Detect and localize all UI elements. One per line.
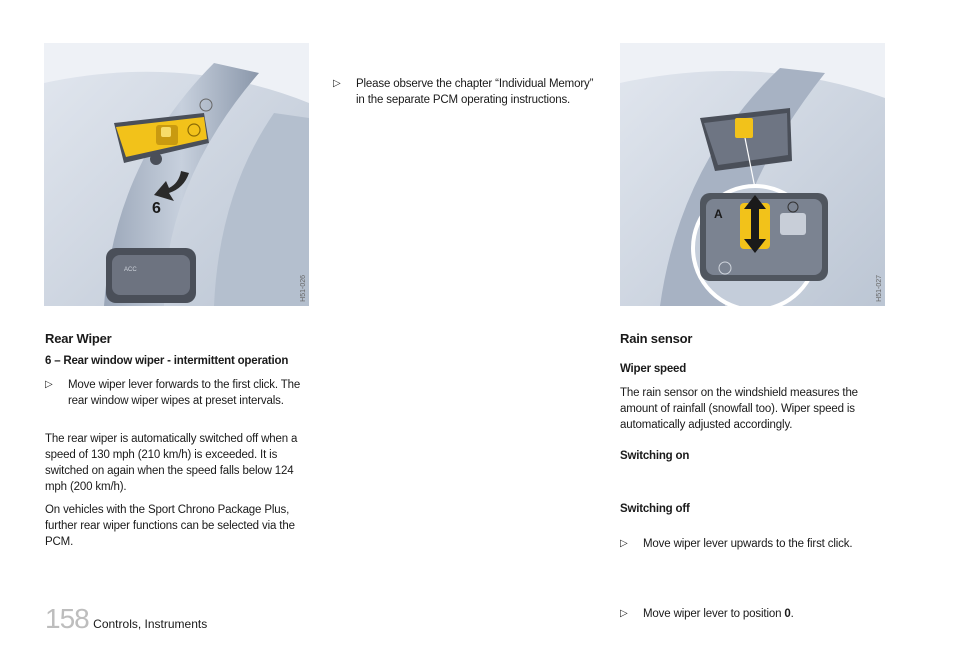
svg-text:ACC: ACC — [124, 267, 137, 273]
switching-on-text: Move wiper lever upwards to the first click. — [643, 538, 853, 550]
bullet-arrow-icon: ▷ — [620, 538, 628, 549]
switching-off-bullet — [620, 606, 903, 622]
pcm-note-bullet — [333, 76, 596, 108]
sport-chrono-paragraph: On vehicles with the Sport Chrono Package Plus, further rear wiper functions can be selected via the PCM. — [45, 504, 295, 548]
rain-sensor-paragraph: The rain sensor on the windshield measures the amount of rainfall (snowfall too). Wiper speed is automatically adjusted accordingly. — [620, 387, 858, 431]
rear-wiper-figure — [44, 43, 309, 306]
switching-on-subheading: Switching on — [620, 450, 690, 462]
wiper-speed-subheading: Wiper speed — [620, 363, 687, 375]
switching-off-text: Move wiper lever to position — [643, 608, 785, 620]
rear-wiper-subheading: 6 – Rear window wiper - intermittent operation — [45, 355, 289, 367]
bullet-arrow-icon: ▷ — [45, 379, 53, 390]
rear-wiper-speed-paragraph: The rear wiper is automatically switched off when a speed of 130 mph (210 km/h) is exceeded. It is switched on again when the speed falls below 124 mph (200 km/h). — [45, 433, 298, 493]
switching-off-subheading: Switching off — [620, 503, 690, 515]
page-number: 158 — [45, 603, 89, 634]
figure-code: H51-026 — [300, 275, 307, 302]
figure-callout-6: 6 — [152, 200, 161, 217]
position-zero: 0 — [784, 608, 791, 620]
switching-on-bullet — [620, 536, 903, 552]
page-footer — [45, 603, 207, 635]
section-name: Controls, Instruments — [93, 617, 208, 631]
rain-sensor-figure — [620, 43, 885, 306]
rear-wiper-heading: Rear Wiper — [45, 331, 112, 346]
rear-wiper-bullet-text: Move wiper lever forwards to the first click. The rear window wiper wipes at preset intervals. — [68, 379, 301, 407]
figure-callout-a: A — [714, 207, 723, 221]
steering-wheel-illustration — [44, 43, 309, 306]
pcm-note-text: Please observe the chapter “Individual Memory” in the separate PCM operating instructions. — [356, 78, 594, 106]
bullet-arrow-icon: ▷ — [620, 608, 628, 619]
figure-code: H51-027 — [876, 275, 883, 302]
rain-sensor-heading: Rain sensor — [620, 331, 693, 346]
bullet-arrow-icon: ▷ — [333, 78, 341, 89]
rear-wiper-bullet — [45, 377, 308, 409]
switching-off-end: . — [790, 608, 794, 620]
wiper-lever-illustration — [620, 43, 885, 306]
